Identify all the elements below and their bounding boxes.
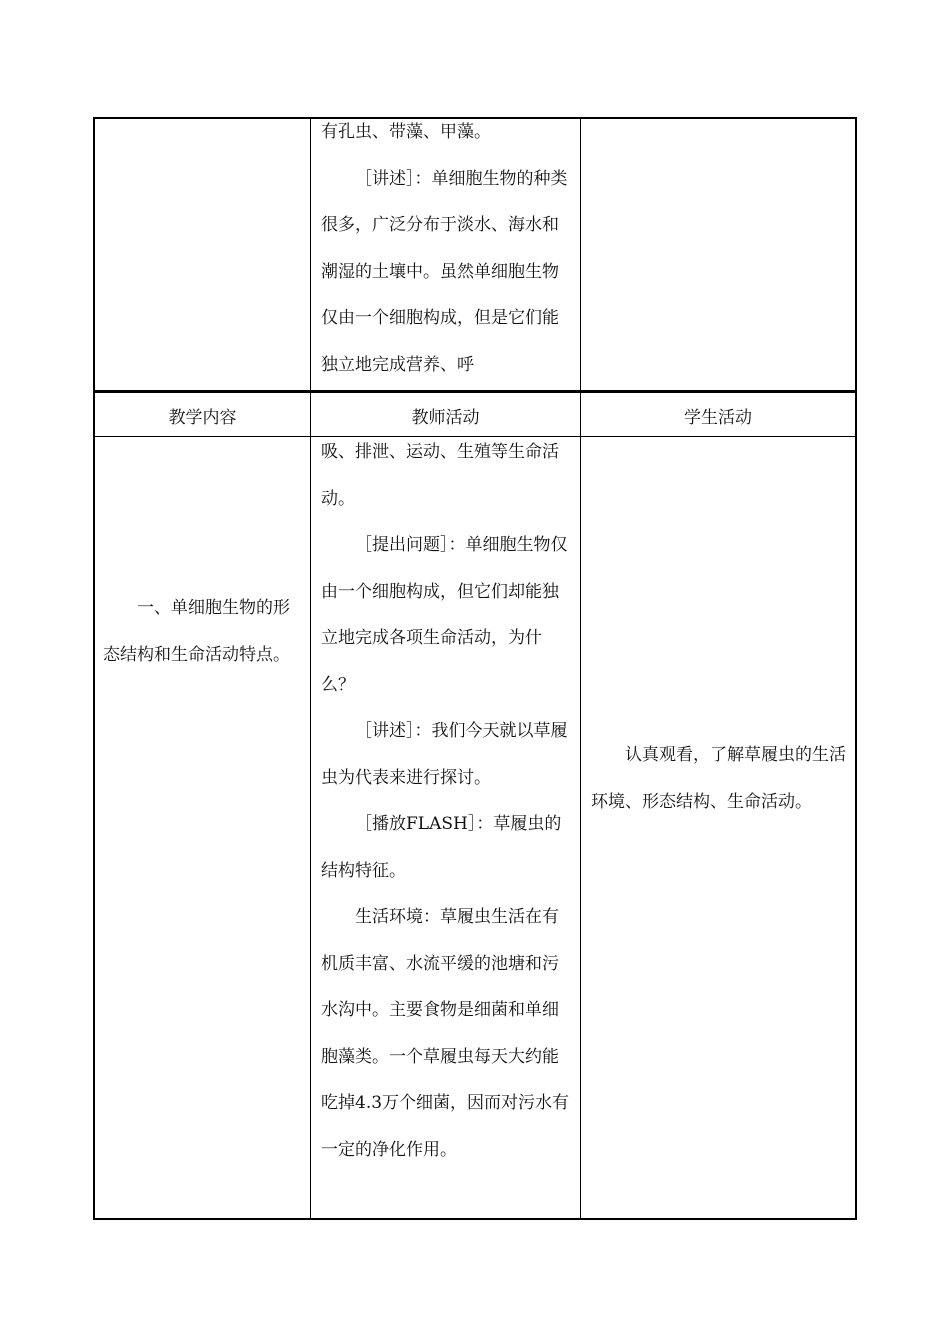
content-text: 一、单细胞生物的形态结构和生命活动特点。 xyxy=(103,598,290,665)
content-cell xyxy=(103,585,305,678)
teacher-paragraph: ［播放FLASH］：草履虫的结构特征。 xyxy=(321,814,562,881)
student-cell xyxy=(591,732,849,825)
teacher-paragraph: 吸、排泄、运动、生殖等生命活动。 xyxy=(321,442,559,509)
header-content: 教学内容 xyxy=(168,407,237,428)
teacher-paragraph: ［讲述］：我们今天就以草履虫为代表来进行探讨。 xyxy=(321,721,568,788)
header-teacher: 教师活动 xyxy=(411,407,480,428)
table-border-right xyxy=(855,117,857,1220)
teacher-paragraph: 生活环境：草履虫生活在有机质丰富、水流平缓的池塘和污水沟中。主要食物是细菌和单细胞藻类。一个草履虫每天大约能吃掉4.3万个细菌，因而对污水有一定的净化作用。 xyxy=(321,907,570,1160)
student-text: 认真观看，了解草履虫的生活环境、形态结构、生命活动。 xyxy=(591,745,846,812)
header-student: 学生活动 xyxy=(684,407,752,428)
teacher-paragraph: ［提出问题］：单细胞生物仅由一个细胞构成，但它们却能独立地完成各项生命活动，为什么？ xyxy=(321,535,568,695)
lesson-table xyxy=(93,117,857,1220)
column-divider-2 xyxy=(580,117,581,1220)
teacher-paragraph: ［讲述］：单细胞生物的种类很多，广泛分布于淡水、海水和潮湿的土壤中。虽然单细胞生物仅由一个细胞构成，但是它们能独立地完成营养、呼 xyxy=(321,168,568,375)
teacher-paragraph: 有孔虫、带藻、甲藻。 xyxy=(321,122,491,142)
column-divider-1 xyxy=(310,117,311,1220)
table-border-left xyxy=(93,117,95,1220)
top-teacher-cell xyxy=(321,109,573,388)
teacher-cell xyxy=(321,429,573,1173)
table-border-bottom xyxy=(93,1218,857,1220)
